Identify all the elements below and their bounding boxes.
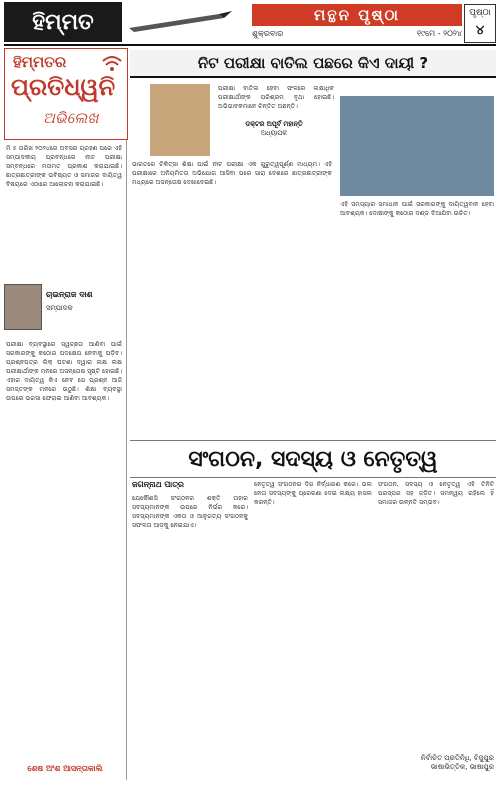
page-label: ପୃଷ୍ଠା — [469, 8, 491, 18]
header-rule — [4, 44, 496, 46]
column-brand-box — [4, 48, 128, 140]
article-2-headline: ସଂଗଠନ, ସଦସ୍ୟ ଓ ନେତୃତ୍ୱ — [130, 440, 496, 478]
brand-line-2: ପ୍ରତିଧ୍ୱନି — [11, 73, 116, 101]
author-name: ଚାଇନ୍‌ରାଜ ଦାଶ — [46, 290, 93, 299]
left-paragraph-2: ପରୀକ୍ଷା ବ୍ୟବସ୍ଥାରେ ସ୍ୱଚ୍ଛତା ଆଣିବା ପାଇଁ ସରକାରଙ୍କୁ କଠୋର ପଦକ୍ଷେପ ନେବାକୁ ପଡ଼ିବ। ପ୍ରଶ୍ନପତ୍ର ଲିକ୍ ଘଟଣା ଦ୍ୱାରା ଲକ୍ଷ ଲକ୍ଷ ପରୀକ୍ଷାର୍ଥୀଙ୍କ ମନରେ ଅସନ୍ତୋଷ ସୃଷ୍ଟି ହୋଇଛି। ଏହାର ଦାୟିତ୍ୱ କିଏ ନେବ ସେ ପ୍ରଶ୍ନ ଆଜି ସମସ୍ତଙ୍କ ମନରେ ଉଠୁଛି। ଶିକ୍ଷା ବ୍ୟବସ୍ଥା ଉପରେ ଭରସା ଫେରାଇ ଆଣିବା ଆବଶ୍ୟକ। — [6, 341, 122, 402]
article-1-byline — [214, 120, 334, 138]
article-1-col-3: ଏହି ସମସ୍ୟାର ସମାଧାନ ପାଇଁ ସରକାରଙ୍କୁ ଦାୟିତ୍ୱବାନ ହେବା ଆବଶ୍ୟକ। ଦୋଷୀଙ୍କୁ କଠୋର ଦଣ୍ଡ ଦିଆଯିବା ଉଚିତ। — [340, 201, 494, 217]
author-role: ସମ୍ପାଦକ — [46, 304, 73, 312]
brand-line-1: ହିମ୍ମତର — [13, 53, 67, 71]
date-strip — [252, 27, 462, 41]
page-number: ୪ — [475, 23, 485, 38]
article-2-col-3: ସଂଗଠନ, ସଦସ୍ୟ ଓ ନେତୃତ୍ୱ ଏହି ତିନିଟି ପରସ୍ପର ସହ ଜଡ଼ିତ। ସମନ୍ୱୟ ରହିଲେ ହିଁ ସମାଜର ଉନ୍ନତି ସମ୍ଭବ। — [378, 481, 494, 506]
article-2-author: ଜଗନ୍ନାଥ ପାତ୍ର — [132, 480, 184, 489]
article-1-col-2: ପରୀକ୍ଷା ବାତିଲ ହେବା ଫଳରେ ଲକ୍ଷାଧିକ ପରୀକ୍ଷାର୍ଥୀଙ୍କ ପରିଶ୍ରମ ବୃଥା ହୋଇଛି। ଅଭିଭାବକମାନେ ଚିନ୍ତିତ ଅଛନ୍ତି। — [218, 85, 334, 110]
date-label: ୧୯ମେ - ୨୦୨୪ — [417, 29, 462, 38]
article-2-col-1: ଯେକୌଣସି ସଂଗଠନର ଶକ୍ତି ତାହାର ସଦସ୍ୟମାନଙ୍କ ଉପରେ ନିର୍ଭର କରେ। ସଦସ୍ୟମାନଙ୍କ ଏକତା ଓ ଆନୁଗତ୍ୟ ସଂଗଠନକୁ ସଫଳତା ଆଡ଼କୁ ନେଇଯାଏ। — [132, 495, 248, 529]
article-2-signature — [380, 754, 494, 772]
continued-note: ଶେଷ ଅଂଶ ଆସନ୍ତାକାଲି — [27, 764, 103, 773]
newspaper-logo: ହିମ୍ମତ — [4, 2, 122, 42]
page-number-box — [464, 4, 496, 43]
author-portrait-image — [150, 84, 210, 156]
signal-icon — [101, 53, 123, 75]
brand-line-3: ଅଭିଲେଖ — [43, 109, 99, 127]
article-1-headline: ନିଟ ପରୀକ୍ଷା ବାତିଲ ପଛରେ କିଏ ଦାୟୀ ? — [130, 50, 496, 78]
page-title: ମନ୍ଥନ ପୃଷ୍ଠା — [252, 4, 462, 26]
left-column — [4, 48, 127, 780]
article-2-col-2: ନେତୃତ୍ୱ ସଂଗଠନର ଦିଗ ନିର୍ଦ୍ଧାରଣ କରେ। ଭଲ ନେତା ସଦସ୍ୟଙ୍କୁ ପ୍ରେରଣା ଦେଇ ଲକ୍ଷ୍ୟ ହାସଲ କରନ୍ତି। — [254, 481, 372, 506]
masthead — [4, 2, 496, 42]
protest-photo-image — [340, 96, 494, 196]
left-paragraph-1: ମି ୫ ତାରିଖ ୨୦୨୪ରେ ଅବସର ଗ୍ରହଣ ପରେ ଏହି ସମ୍ପାଦକୀୟ ପ୍ରବନ୍ଧରେ ନୀଟ ପରୀକ୍ଷା ସମ୍ବନ୍ଧରେ ମତାମତ ପ୍ରକାଶ କରାଯାଇଛି। ଛାତ୍ରଛାତ୍ରୀଙ୍କ ଭବିଷ୍ୟତ ଓ ସମାଜର ଦାୟିତ୍ୱ ବିଷୟରେ ଏଠାରେ ଆଲୋଚନା କରାଯାଇଛି। — [6, 145, 122, 188]
signature-line-2: ଭାଷାଭିତ୍ତିକ, ଭାଷାପୁର — [430, 763, 494, 771]
signature-line-1: ନିର୍ବାଚିତ ପ୍ରତିନିଧି, ବିଜୁପୁର — [420, 754, 494, 762]
article-1-col-1: ଭାରତରେ ଚିକିତ୍ସା ଶିକ୍ଷା ପାଇଁ ନୀଟ ପରୀକ୍ଷା ଏକ ଗୁରୁତ୍ୱପୂର୍ଣ୍ଣ ମାଧ୍ୟମ। ଏହି ପରୀକ୍ଷାରେ ଅନିୟମିତତା ଅଭିଯୋଗ ଆସିବା ପରେ ସାରା ଦେଶରେ ଛାତ୍ରଛାତ୍ରୀଙ୍କ ମଧ୍ୟରେ ଅସନ୍ତୋଷ ଦେଖାଦେଇଛି। — [132, 161, 332, 186]
byline-role: ଅଧ୍ୟାପକ — [260, 129, 288, 137]
author-photo — [4, 284, 42, 330]
day-label: ଶୁକ୍ରବାର — [252, 29, 284, 38]
pen-illustration-icon — [124, 8, 234, 34]
byline-name: ଡକ୍ଟର ଅପୂର୍ବ ମହାନ୍ତି — [245, 120, 303, 128]
left-author-box — [4, 280, 126, 336]
